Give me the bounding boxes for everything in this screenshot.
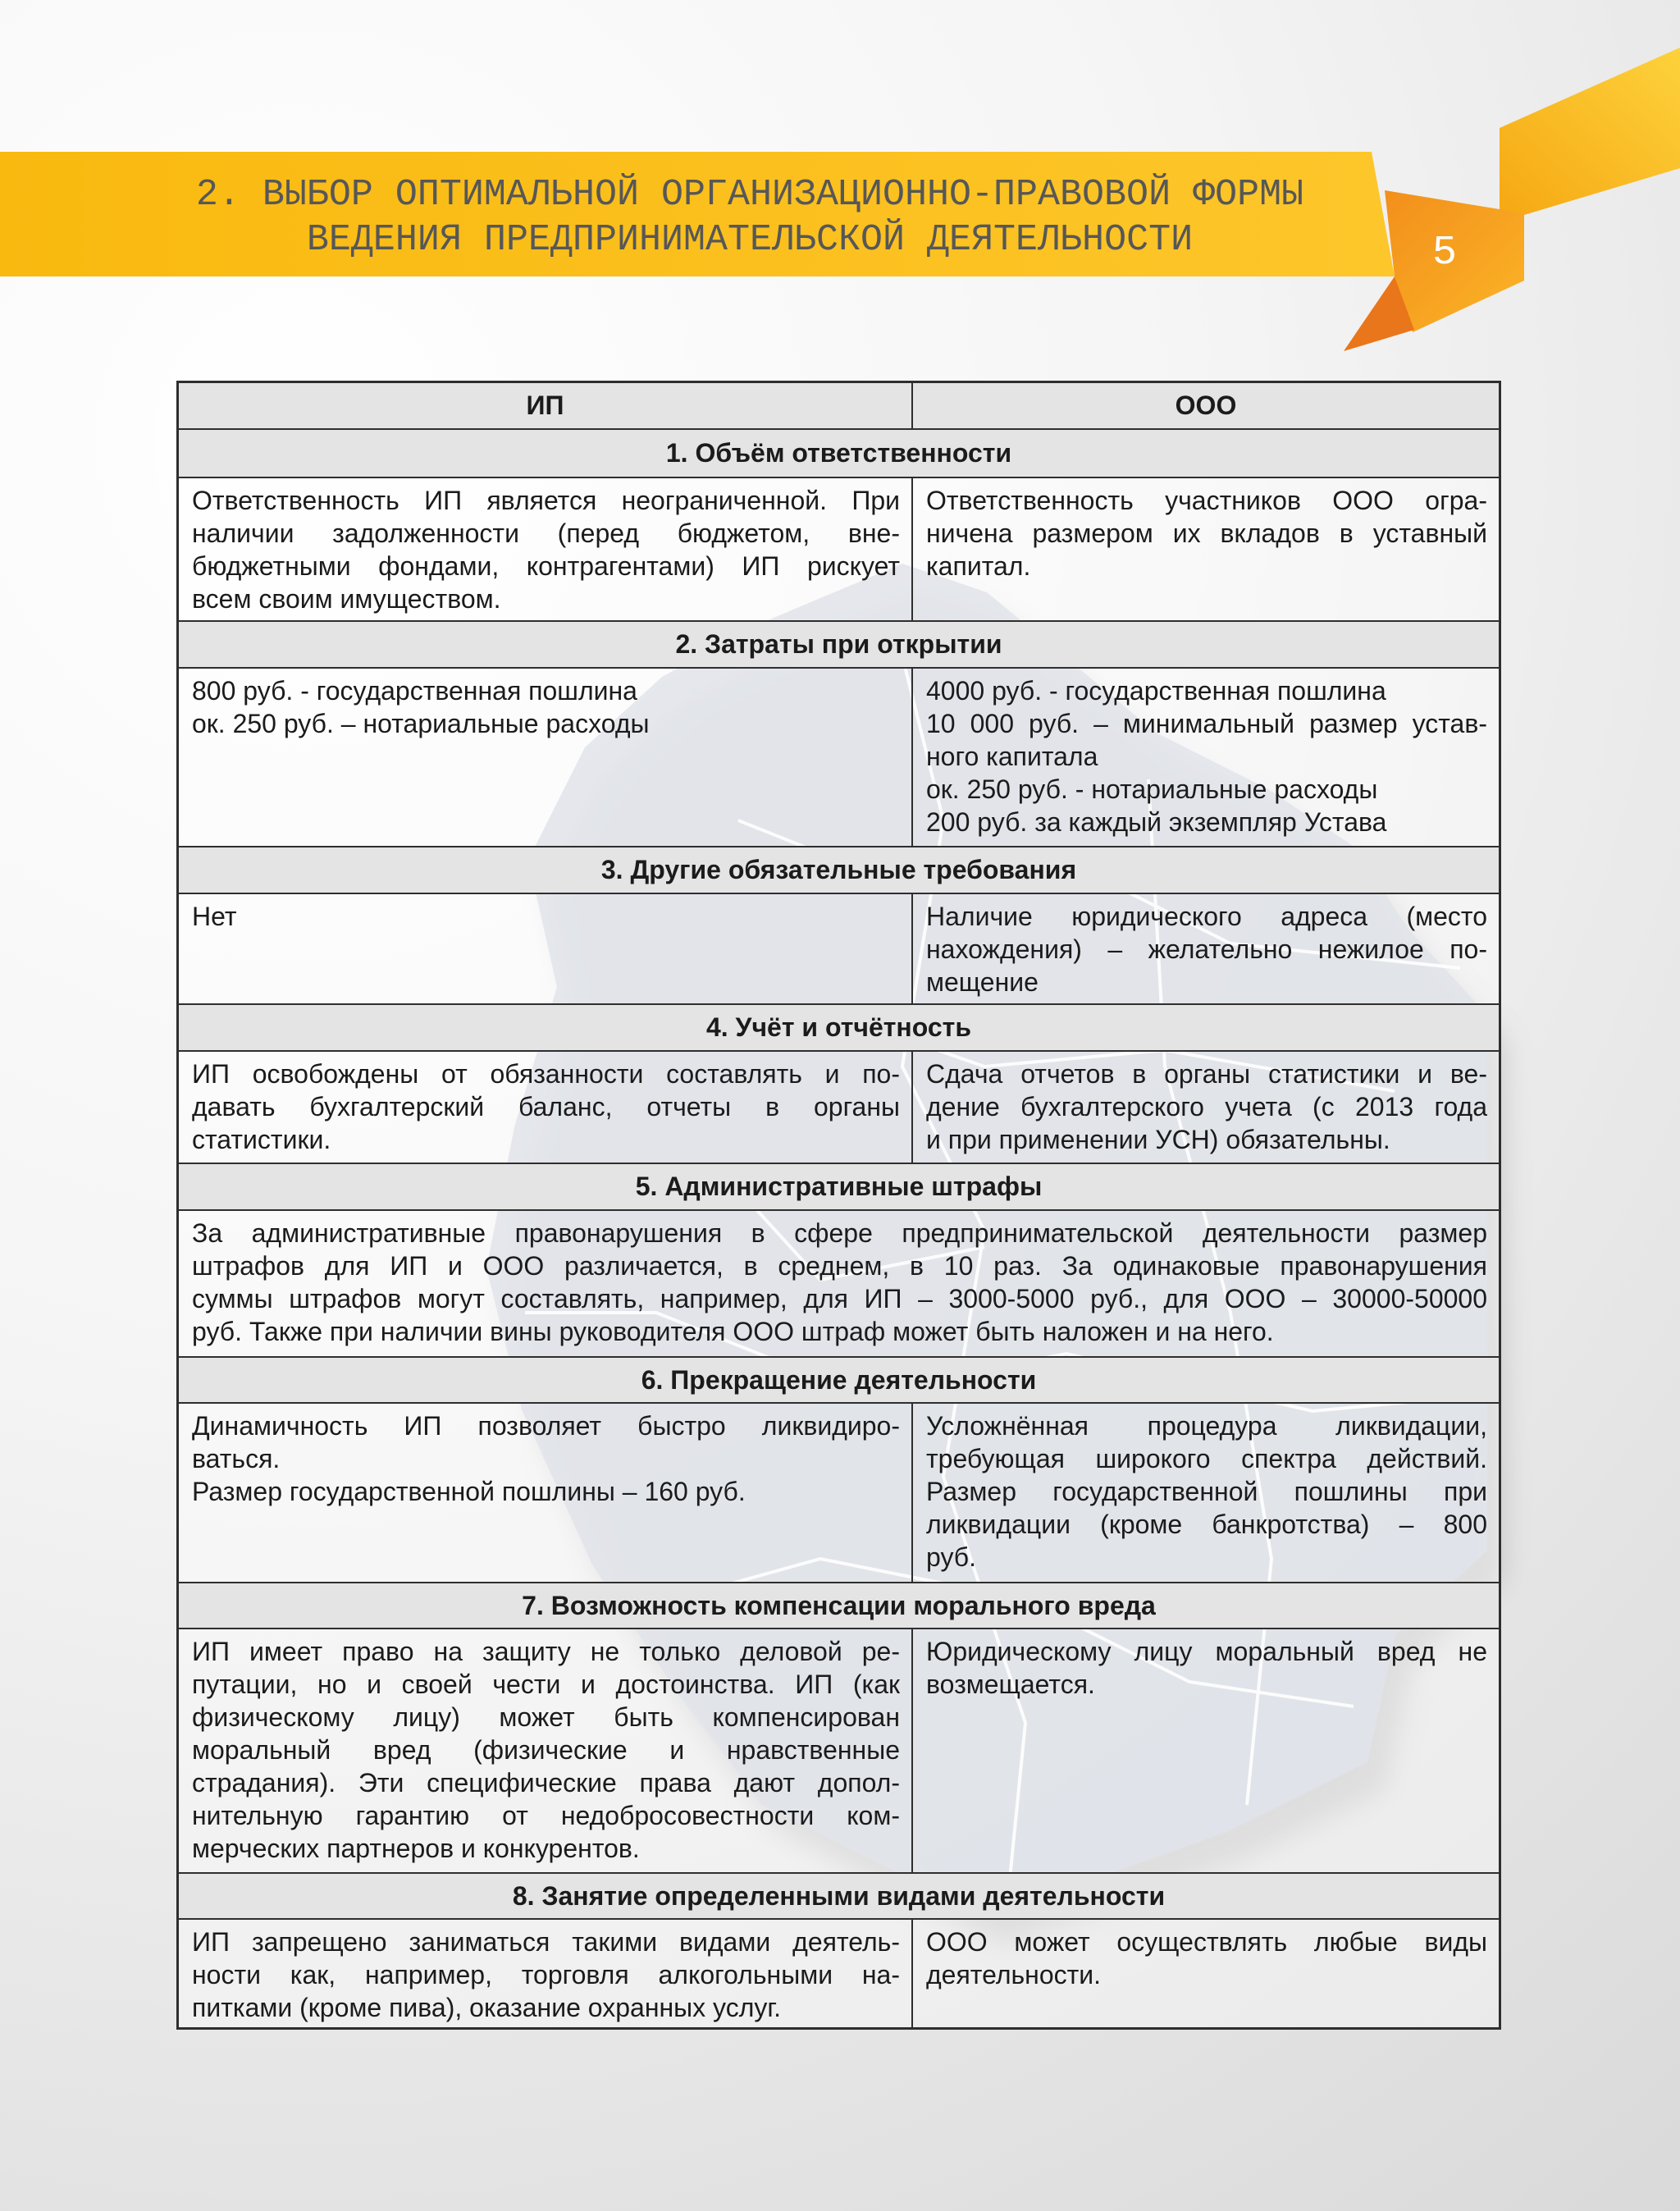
table-header-row xyxy=(179,383,1499,428)
section-title: 4. Учёт и отчётность xyxy=(179,1005,1499,1050)
cell-text-line: страдания). Эти специфические права дают допол- xyxy=(192,1768,900,1798)
cell-text-line: Ответственность участников ООО огра- xyxy=(926,486,1487,515)
section-content-row xyxy=(179,1628,1499,1872)
cell-text-line: всем своим имуществом. xyxy=(192,584,501,614)
cell-text-line: Размер государственной пошлины при xyxy=(926,1477,1487,1506)
ip-column-cell xyxy=(179,478,913,620)
section-title: 5. Административные штрафы xyxy=(179,1164,1499,1209)
cell-text-line: наличии задолженности (перед бюджетом, вне- xyxy=(192,518,900,548)
section-content-row xyxy=(179,667,1499,846)
page-title xyxy=(0,172,1500,263)
section-content-row xyxy=(179,1050,1499,1163)
cell-text-line: Размер государственной пошлины – 160 руб. xyxy=(192,1477,746,1506)
cell-text-line: моральный вред (физические и нравственные xyxy=(192,1735,900,1765)
section-content-row xyxy=(179,1209,1499,1356)
cell-text-line: бюджетными фондами, контрагентами) ИП рискует xyxy=(192,551,900,581)
cell-text-line: Ответственность ИП является неограниченной. При xyxy=(192,486,900,515)
cell-text-line: ИП запрещено заниматься такими видами деятель- xyxy=(192,1927,900,1957)
ip-column-cell xyxy=(179,1404,913,1582)
page-title-line-1: 2. ВЫБОР ОПТИМАЛЬНОЙ ОРГАНИЗАЦИОННО-ПРАВОВОЙ ФОРМЫ xyxy=(195,174,1304,216)
cell-text-line: Сдача отчетов в органы статистики и ве- xyxy=(926,1059,1487,1089)
ip-column-cell xyxy=(179,894,913,1003)
cell-text-line: ного капитала xyxy=(926,742,1098,771)
ip-column-cell xyxy=(179,1920,913,2027)
section-content-row xyxy=(179,1918,1499,2027)
ooo-column-cell xyxy=(913,478,1499,620)
cell-text-line: За административные правонарушения в сфере предпринимательской деятельности размер xyxy=(192,1218,1487,1248)
section-header-row xyxy=(179,1163,1499,1209)
cell-text-line: Юридическому лицу моральный вред не xyxy=(926,1637,1487,1666)
cell-text-line: 4000 руб. - государственная пошлина xyxy=(926,676,1386,706)
cell-text-line: капитал. xyxy=(926,551,1031,581)
column-header-ooo: ООО xyxy=(913,383,1499,428)
section-header-row xyxy=(179,428,1499,477)
ooo-column-cell xyxy=(913,1920,1499,2027)
ooo-column-cell xyxy=(913,1404,1499,1582)
full-width-cell xyxy=(179,1211,1499,1356)
section-title: 8. Занятие определенными видами деятельности xyxy=(179,1874,1499,1918)
cell-text-line: деятельности. xyxy=(926,1960,1102,1989)
section-title: 7. Возможность компенсации морального вреда xyxy=(179,1583,1499,1628)
cell-text-line: руб. xyxy=(926,1542,977,1572)
cell-text-line: требующая широкого спектра действий. xyxy=(926,1444,1487,1473)
column-header-ip: ИП xyxy=(179,383,913,428)
right-ribbon-shape xyxy=(1500,48,1680,215)
cell-text-line: руб. Также при наличии вины руководителя ООО штраф может быть наложен и на него. xyxy=(192,1317,1274,1346)
section-header-row xyxy=(179,1872,1499,1918)
cell-text-line: мещение xyxy=(926,967,1039,997)
cell-text-line: 200 руб. за каждый экземпляр Устава xyxy=(926,807,1387,837)
cell-text-line: ности как, например, торговля алкогольными на- xyxy=(192,1960,900,1989)
ip-column-cell xyxy=(179,669,913,846)
section-header-row xyxy=(179,1356,1499,1402)
cell-text-line: ваться. xyxy=(192,1444,281,1473)
page-title-line-2: ВЕДЕНИЯ ПРЕДПРИНИМАТЕЛЬСКОЙ ДЕЯТЕЛЬНОСТИ xyxy=(306,219,1194,261)
section-header-row xyxy=(179,620,1499,667)
cell-text-line: 10 000 руб. – минимальный размер устав- xyxy=(926,709,1487,738)
cell-text-line: нахождения) – желательно нежилое по- xyxy=(926,934,1487,964)
cell-text-line: физическому лицу) может быть компенсирован xyxy=(192,1702,900,1732)
cell-text-line: 800 руб. - государственная пошлина xyxy=(192,676,637,706)
cell-text-line: возмещается. xyxy=(926,1670,1095,1699)
section-title: 3. Другие обязательные требования xyxy=(179,847,1499,893)
section-title: 2. Затраты при открытии xyxy=(179,622,1499,667)
cell-text-line: дение бухгалтерского учета (с 2013 года xyxy=(926,1092,1487,1121)
section-title: 6. Прекращение деятельности xyxy=(179,1358,1499,1402)
section-content-row xyxy=(179,1402,1499,1582)
ooo-column-cell xyxy=(913,1629,1499,1872)
cell-text-line: ООО может осуществлять любые виды xyxy=(926,1927,1487,1957)
cell-text-line: ИП освобождены от обязанности составлять и по- xyxy=(192,1059,900,1089)
cell-text-line: путации, но и своей чести и достоинства. ИП (как xyxy=(192,1670,900,1699)
cell-text-line: давать бухгалтерский баланс, отчеты в органы xyxy=(192,1092,900,1121)
cell-text-line: Усложнённая процедура ликвидации, xyxy=(926,1411,1487,1441)
cell-text-line: ничена размером их вкладов в уставный xyxy=(926,518,1487,548)
cell-text-line: и при применении УСН) обязательны. xyxy=(926,1125,1390,1154)
ip-column-cell xyxy=(179,1629,913,1872)
ooo-column-cell xyxy=(913,894,1499,1003)
cell-text-line: нительную гарантию от недобросовестности ком- xyxy=(192,1801,900,1830)
section-header-row xyxy=(179,1582,1499,1628)
ooo-column-cell xyxy=(913,669,1499,846)
section-content-row xyxy=(179,893,1499,1003)
cell-text-line: Динамичность ИП позволяет быстро ликвидиро- xyxy=(192,1411,900,1441)
cell-text-line: мерческих партнеров и конкурентов. xyxy=(192,1834,640,1863)
cell-text-line: штрафов для ИП и ООО различается, в среднем, в 10 раз. За одинаковые правонарушения xyxy=(192,1251,1487,1281)
section-header-row xyxy=(179,1003,1499,1050)
cell-text-line: Нет xyxy=(192,902,237,931)
cell-text-line: ликвидации (кроме банкротства) – 800 xyxy=(926,1510,1487,1539)
section-title: 1. Объём ответственности xyxy=(179,430,1499,477)
section-header-row xyxy=(179,846,1499,893)
comparison-table xyxy=(176,381,1501,2030)
cell-text-line: ок. 250 руб. – нотариальные расходы xyxy=(192,709,650,738)
cell-text-line: питками (кроме пива), оказание охранных услуг. xyxy=(192,1993,782,2022)
ip-column-cell xyxy=(179,1052,913,1163)
cell-text-line: ИП имеет право на защиту не только деловой ре- xyxy=(192,1637,900,1666)
section-content-row xyxy=(179,477,1499,620)
page-number: 5 xyxy=(1431,230,1457,276)
cell-text-line: ок. 250 руб. - нотариальные расходы xyxy=(926,774,1378,804)
cell-text-line: Наличие юридического адреса (место xyxy=(926,902,1487,931)
cell-text-line: суммы штрафов могут составлять, например, для ИП – 3000-5000 руб., для ООО – 30000-50000 xyxy=(192,1284,1487,1313)
cell-text-line: статистики. xyxy=(192,1125,331,1154)
ooo-column-cell xyxy=(913,1052,1499,1163)
